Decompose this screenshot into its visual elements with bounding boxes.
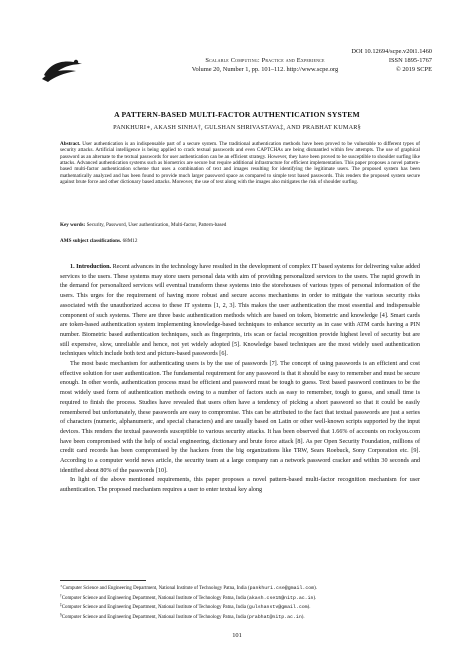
abstract-text: User authentication is an indispensable part of a secure system. The traditional authentication methods have been proved to be vulnerable to different types of security attacks. Artificial intelligence is being applied to crack textual passwords and even CAPTCHAs are being dismantled within few attempts. The use of graphical password as an alternate to the textual passwords for user authentication can be an efficient strategy. However, they have been proved to be susceptible to shoulder surfing like attacks. Advanced authentication systems such as biometrics are secure but require additional infrastructure for efficient implementation. This paper proposes a novel pattern-based multi-factor authentication scheme that uses a combination of text and images resulting for identifying the legitimate users. The proposed system has been mathematically analyzed and has been found to provide much larger password space as compared to simple text based passwords. This renders the proposed system secure against brute force and other dictionary based attacks. Moreover, the use of text along with the images also mitigates the risk of shoulder surfing.: [60, 141, 420, 186]
footnote-affiliation: Computer Science and Engineering Department, National Institute of Technology Patna, India (: [61, 614, 249, 620]
paper-authors: PANKHURI∗, AKASH SINHA†, GULSHAN SHRIVASTAVA‡, AND PRABHAT KUMAR§: [113, 124, 361, 131]
footnote: [60, 593, 440, 603]
volume-line: Volume 20, Number 1, pp. 101–112. http://www.scpe.org: [191, 66, 339, 73]
abstract-label: Abstract.: [60, 141, 81, 147]
footnote-end: ).: [314, 586, 318, 591]
ams-text: 68M12: [122, 238, 138, 244]
footnote-email: pankhuri.cse@gmail.com: [249, 586, 315, 591]
paper-title: A PATTERN-BASED MULTI-FACTOR AUTHENTICATION SYSTEM: [114, 110, 360, 119]
journal-logo-icon: [40, 55, 86, 83]
abstract: [60, 141, 420, 185]
page-number: 101: [232, 632, 242, 639]
footnote-mark: ∗: [60, 584, 63, 588]
section-heading: 1. Introduction.: [70, 264, 112, 270]
ams-classification: [60, 238, 420, 245]
keywords-text: Security, Password, User authentication, Multi-factor, Pattern-based: [86, 222, 227, 228]
footnote-affiliation: Computer Science and Engineering Department, National Institute of Technology Patna, India (: [62, 586, 250, 591]
footnote-affiliation: Computer Science and Engineering Department, National Institute of Technology Patna, India (: [61, 595, 249, 601]
footnote-email: akash.cse15@nitp.ac.in: [248, 595, 314, 601]
keywords-label: Key words:: [60, 222, 86, 228]
issn: ISSN 1895-1767: [388, 57, 432, 64]
footnote-mark: †: [60, 593, 62, 598]
footnote-end: ).: [301, 614, 305, 620]
body-text: [60, 263, 420, 496]
footnotes: [60, 583, 440, 621]
ams-label: AMS subject classifications.: [60, 238, 122, 244]
paragraph: The most basic mechanism for authenticating users is by the use of passwords [7]. The concept of using passwords is an efficient and cost effective solution for user authentication. The fundamental requirement for any password is that it should be easy to remember and must be secure enough. In other words, authentication process must be efficient and password must be tough to guess. Text based password continues to be the most widely used form of authentication methods owing to a number of factors such as easy to remember, tough to guess, and small time is required to finish the process. Studies have revealed that users often have a tendency of picking a short password so that it could be easily remembered but unfortunately, these passwords are easy to compromise. This can be attributed to the fact that textual passwords are just a series of characters (numeric, alphanumeric, and special characters) and are usually based on Latin or other well-known scripts supported by the input devices. This renders the textual passwords susceptible to various security attacks. It has been observed that 1.66% of accounts on rockyou.com have been compromised with the help of social engineering, dictionary and brute force attack [8]. As per Open Security Foundation, millions of credit card records has been compromised by the hackers from the big organizations like TRW, Sears Roebuck, Sony Corporation etc. [9]. According to a computer world news article, the security team at a large company ran a network password cracker and within 30 seconds and identified about 80% of the passwords [10].: [60, 361, 420, 474]
footnote-end: ).: [313, 595, 317, 601]
footnote-email: prabhat@nitp.ac.in: [248, 614, 302, 620]
footnote-end: ).: [307, 605, 311, 611]
footnote-affiliation: Computer Science and Engineering Department, National Institute of Technology Patna, India (: [61, 605, 249, 611]
paragraph: In light of the above mentioned requirements, this paper proposes a novel pattern-based multi-factor recognition mechanism for user authentication. The proposed mechanism requires a user to enter textual key along: [60, 477, 420, 494]
footnote: [60, 583, 440, 593]
copyright: © 2019 SCPE: [395, 66, 432, 73]
footnote-mark: §: [60, 612, 62, 617]
journal-name: Scalable Computing: Practice and Experience: [205, 57, 325, 64]
footnote-mark: ‡: [60, 603, 62, 608]
doi: DOI 10.12694/scpe.v20i1.1460: [351, 48, 432, 55]
journal-meta: [312, 47, 432, 74]
footnote: [60, 602, 440, 612]
paragraph-text: Recent advances in the technology have resulted in the development of complex IT based systems for delivering value added services to the users. These systems may store users personal data with aim of providing personalized services to the users. The rapid growth in the demand for personalized services will eventual transform these systems into the storehouses of various types of personal information of the users. This urges for the requirement of having more robust and secure access mechanisms in order to mitigate the various security risks associated with the unauthorized access to these IT systems [1, 2, 3]. This makes the user authentication the most essential and indispensable component of such systems. There are three basic authentication methods which are based on token, biometric and knowledge [4]. Smart cards are token-based authentication system implementing knowledge-based techniques to enhance security as in case with ATM cards having a PIN number. Biometric based authentication techniques, such as fingerprints, iris scan or facial recognition provide highest level of security but are still expensive, slow, unreliable and hence, not yet widely adopted [5]. Knowledge based techniques are the most widely used authentication techniques which include both text and picture-based passwords [6].: [60, 264, 420, 358]
keywords: [60, 222, 420, 229]
footnote: [60, 612, 440, 622]
footnote-rule: [60, 580, 146, 581]
paragraph: [60, 263, 420, 360]
footnote-email: gulshanstv@gmail.com: [248, 605, 308, 611]
